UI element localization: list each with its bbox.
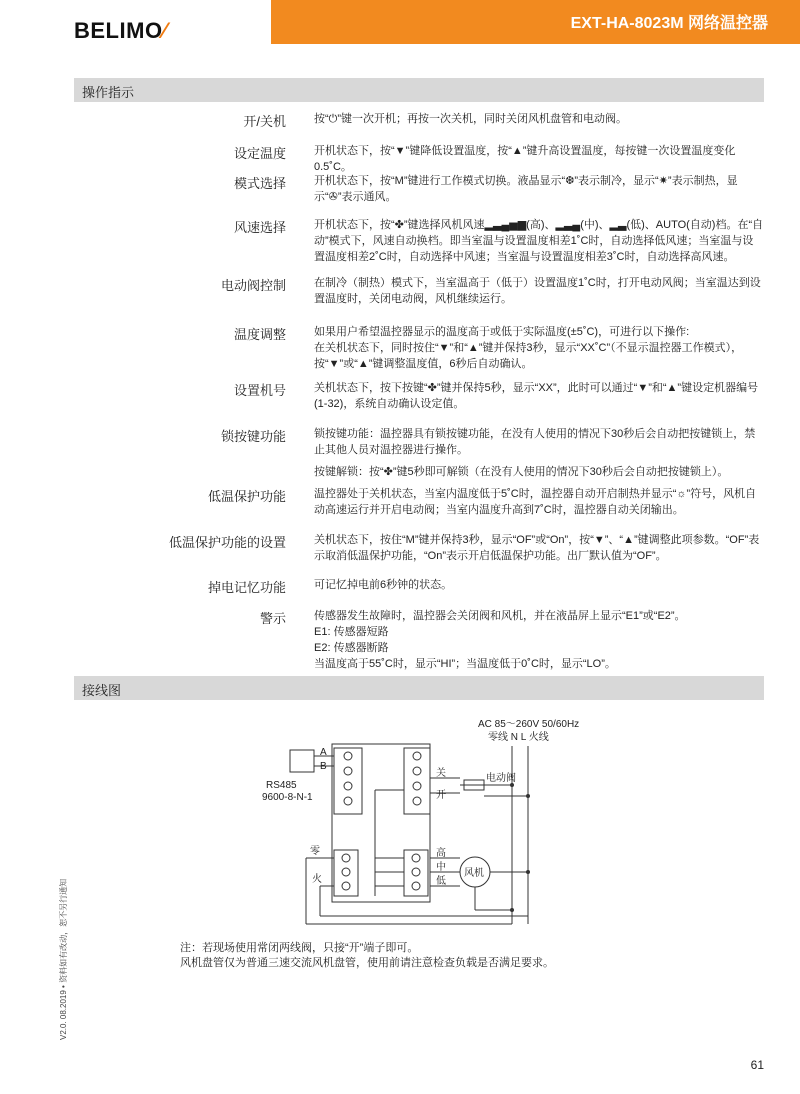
op-description-line: E2: 传感器断路 — [314, 642, 389, 654]
op-description-line: 在关机状态下，同时按住“▼”和“▲”键并保持3秒，显示“XX˚C”（不显示温控器工作模式），按“▼”或“▲”键调整温度值，6秒后自动确认。 — [314, 342, 743, 370]
op-description — [314, 486, 764, 518]
op-label: 锁按键功能 — [220, 429, 286, 444]
op-description-line: 如果用户希望温控器显示的温度高于或低于实际温度(±5˚C)，可进行以下操作: — [314, 326, 690, 338]
op-description-line: 开机状态下，按“M”键进行工作模式切换。液晶显示“❆”表示制冷，显示“✷”表示制热，显示“✇”表示通风。 — [314, 175, 738, 203]
op-description-line: 开机状态下，按“▼”键降低设置温度，按“▲”键升高设置温度，每按键一次设置温度变化0.5˚C。 — [314, 145, 736, 173]
zero-label: 零 — [310, 846, 320, 857]
fan-mid: 中 — [436, 862, 446, 873]
op-description — [314, 217, 764, 265]
op-description-line: 开机状态下，按“✤”键选择风机风速▂▃▄▅▆(高)、▂▃▄(中)、▂▃(低)、AUTO(自动)档。在“自动”模式下，风速自动换档。即当室温与设置温度相差1˚C时，自动选择低风速；当室温与设置温度相差2˚C时，自动选择中风速；当室温与设置温度相差3˚C时，自动选择高风速。 — [314, 219, 764, 263]
op-description-line: 温控器处于关机状态，当室内温度低于5˚C时，温控器自动开启制热并显示“☼”符号，风机自动高速运行并开启电动阀；当室内温度升高到7˚C时，温控器自动关闭输出。 — [314, 488, 757, 516]
section-header-operations: 操作指示 — [74, 78, 764, 102]
op-description — [314, 380, 764, 412]
page-number: 61 — [750, 1058, 764, 1072]
op-description — [314, 532, 764, 564]
op-label: 设置机号 — [233, 383, 286, 398]
op-label: 模式选择 — [233, 176, 286, 191]
op-description — [314, 275, 764, 307]
op-label: 风速选择 — [233, 220, 286, 235]
rs485-label: RS485 — [266, 780, 297, 791]
op-description-line: 按键解锁：按“✤”键5秒即可解锁（在没有人使用的情况下30秒后会自动把按键锁上）。 — [314, 466, 729, 478]
op-description-line: E1: 传感器短路 — [314, 626, 389, 638]
valve-close: 关 — [436, 768, 446, 779]
section-header-wiring: 接线图 — [74, 676, 764, 700]
op-description — [314, 577, 764, 593]
op-description — [314, 426, 764, 480]
fire-label: 火 — [312, 874, 322, 885]
op-label: 低温保护功能 — [207, 489, 286, 504]
power-label: AC 85～260V 50/60Hz — [478, 719, 580, 730]
op-label: 设定温度 — [233, 146, 286, 161]
op-label: 掉电记忆功能 — [207, 580, 286, 595]
rs485-model: 9600-8-N-1 — [262, 792, 313, 803]
page-title: EXT-HA-8023M 网络温控器 — [570, 15, 768, 32]
brand-logo: BELIMO⁄ — [74, 18, 167, 43]
op-description-line: 按“⏻”键一次开机；再按一次关机，同时关闭风机盘管和电动阀。 — [314, 113, 628, 125]
op-description — [314, 111, 764, 127]
fan-high: 高 — [436, 848, 446, 859]
op-description — [314, 324, 764, 372]
neutral-live-label: 零线 N L 火线 — [488, 732, 549, 743]
wiring-diagram — [0, 700, 800, 940]
op-description-line: 传感器发生故障时，温控器会关闭阀和风机，并在液晶屏上显示“E1”或“E2”。 — [314, 610, 686, 622]
terminal-b: B — [320, 761, 327, 772]
op-description — [314, 608, 764, 672]
valve-open: 开 — [436, 790, 446, 801]
op-description-line: 可记忆掉电前6秒钟的状态。 — [314, 579, 453, 591]
op-description-line: 关机状态下，按住“M”键并保持3秒，显示“OF”或“On”，按“▼”、“▲”键调整此项参数。“OF”表示取消低温保护功能，“On”表示开启低温保护功能。出厂默认值为“OF”。 — [314, 534, 760, 562]
revision-note: V2.0. 08.2019 • 资料如有改动，恕不另行通知 — [59, 878, 68, 1040]
op-label: 电动阀控制 — [220, 278, 286, 293]
op-description-line: 关机状态下，按下按键“✤”键并保持5秒，显示“XX”，此时可以通过“▼”和“▲”键设定机器编号(1-32)，系统自动确认设定值。 — [314, 382, 759, 410]
op-description-line: 当温度高于55˚C时，显示“HI”；当温度低于0˚C时，显示“LO”。 — [314, 658, 616, 670]
op-description-line: 在制冷（制热）模式下，当室温高于（低于）设置温度1˚C时，打开电动风阀；当室温达到设置温度时，关闭电动阀，风机继续运行。 — [314, 277, 761, 305]
op-label: 警示 — [259, 611, 286, 626]
op-label: 低温保护功能的设置 — [168, 535, 286, 550]
op-description-line: 锁按键功能：温控器具有锁按键功能，在没有人使用的情况下30秒后会自动把按键锁上，禁止其他人员对温控器进行操作。 — [314, 428, 756, 456]
op-description — [314, 143, 764, 175]
op-label: 温度调整 — [233, 327, 286, 342]
op-description — [314, 173, 764, 205]
fan-label: 风机 — [464, 868, 484, 879]
terminal-a: A — [320, 747, 327, 758]
fan-low: 低 — [436, 876, 446, 887]
valve-label: 电动阀 — [486, 773, 516, 784]
wiring-notes: 注：若现场使用常闭两线阀，只接“开”端子即可。 风机盘管仅为普通三速交流风机盘管，使用前请注意检查负载是否满足要求。 — [180, 942, 554, 969]
op-label: 开/关机 — [243, 114, 286, 129]
